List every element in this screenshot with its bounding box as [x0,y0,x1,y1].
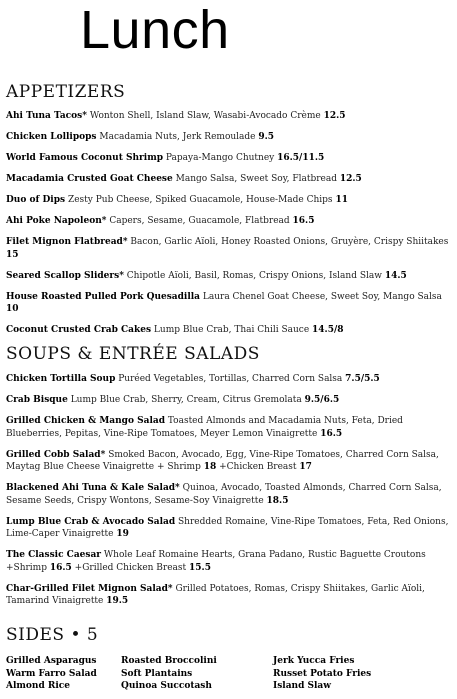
menu-item: Blackened Ahi Tuna & Kale Salad* Quinoa, Avocado, Toasted Almonds, Charred Corn Salsa, Sesame Seeds, Crispy Wontons, Sesame-Soy Vinaigrette 18.5 [6,483,442,506]
menu-item: World Famous Coconut Shrimp Papaya-Mango Chutney 16.5/11.5 [6,153,325,163]
appetizers-list [6,110,452,345]
sides-column [273,655,371,693]
menu-item: Grilled Cobb Salad* Smoked Bacon, Avocado, Egg, Vine-Ripe Tomatoes, Charred Corn Salsa, Maytag Blue Cheese Vinaigrette + Shrimp 18 +Chicken Breast 17 [6,449,439,472]
side-item: Soft Plantains [121,668,193,679]
menu-item: Filet Mignon Flatbread* Bacon, Garlic Aïoli, Honey Roasted Onions, Gruyère, Crispy Shiitakes 15 [6,237,449,260]
appetizers-heading: APPETIZERS [6,82,126,102]
menu-item: Coconut Crusted Crab Cakes Lump Blue Crab, Thai Chili Sauce 14.5/8 [6,325,344,335]
side-item: Grilled Asparagus [6,656,97,666]
side-item: Russet Potato Fries [273,668,372,679]
soups-heading: SOUPS & ENTRÉE SALADS [6,344,260,364]
menu-item: Ahi Poke Napoleon* Capers, Sesame, Guacamole, Flatbread 16.5 [6,216,315,226]
menu-item: Ahi Tuna Tacos* Wonton Shell, Island Slaw, Wasabi-Avocado Crème 12.5 [6,111,346,121]
menu-item: Char-Grilled Filet Mignon Salad* Grilled Potatoes, Romas, Crispy Shiitakes, Garlic Aïoli, Tamarind Vinaigrette 19.5 [6,583,425,606]
side-item: Island Slaw [273,681,331,691]
menu-item: Macadamia Crusted Goat Cheese Mango Salsa, Sweet Soy, Flatbread 12.5 [6,174,362,184]
menu-item: Seared Scallop Sliders* Chipotle Aïoli, Basil, Romas, Crispy Onions, Island Slaw 14.5 [6,270,407,281]
menu-item: Duo of Dips Zesty Pub Cheese, Spiked Guacamole, House-Made Chips 11 [6,195,348,205]
side-item: Jerk Yucca Fries [273,656,355,666]
menu-item: Lump Blue Crab & Avocado Salad Shredded Romaine, Vine-Ripe Tomatoes, Feta, Red Onions, Lime-Caper Vinaigrette 19 [6,516,449,539]
menu-item: Chicken Lollipops Macadamia Nuts, Jerk Remoulade 9.5 [6,132,275,142]
sides-column [121,655,217,693]
menu-item: Grilled Chicken & Mango Salad Toasted Almonds and Macadamia Nuts, Feta, Dried Blueberries, Pepitas, Vine-Ripe Tomatoes, Meyer Lemon Vinaigrette 16.5 [6,416,403,439]
page-title: Lunch [80,0,230,60]
menu-item: Crab Bisque Lump Blue Crab, Sherry, Cream, Citrus Gremolata 9.5/6.5 [6,395,340,405]
menu-item: House Roasted Pulled Pork Quesadilla Laura Chenel Goat Cheese, Sweet Soy, Mango Salsa 10 [6,291,442,314]
side-item: Warm Farro Salad [6,668,97,679]
sides-column [6,655,97,693]
side-item: Roasted Broccolini [121,656,217,666]
menu-item: Chicken Tortilla Soup Puréed Vegetables, Tortillas, Charred Corn Salsa 7.5/5.5 [6,374,380,384]
side-item: Quinoa Succotash [121,681,212,691]
sides-heading: SIDES • 5 [6,625,99,645]
side-item: Almond Rice [6,681,71,691]
menu-item: The Classic Caesar Whole Leaf Romaine Hearts, Grana Padano, Rustic Baguette Croutons +Shrimp 16.5 +Grilled Chicken Breast 15.5 [6,550,426,573]
soups-list [6,373,452,616]
